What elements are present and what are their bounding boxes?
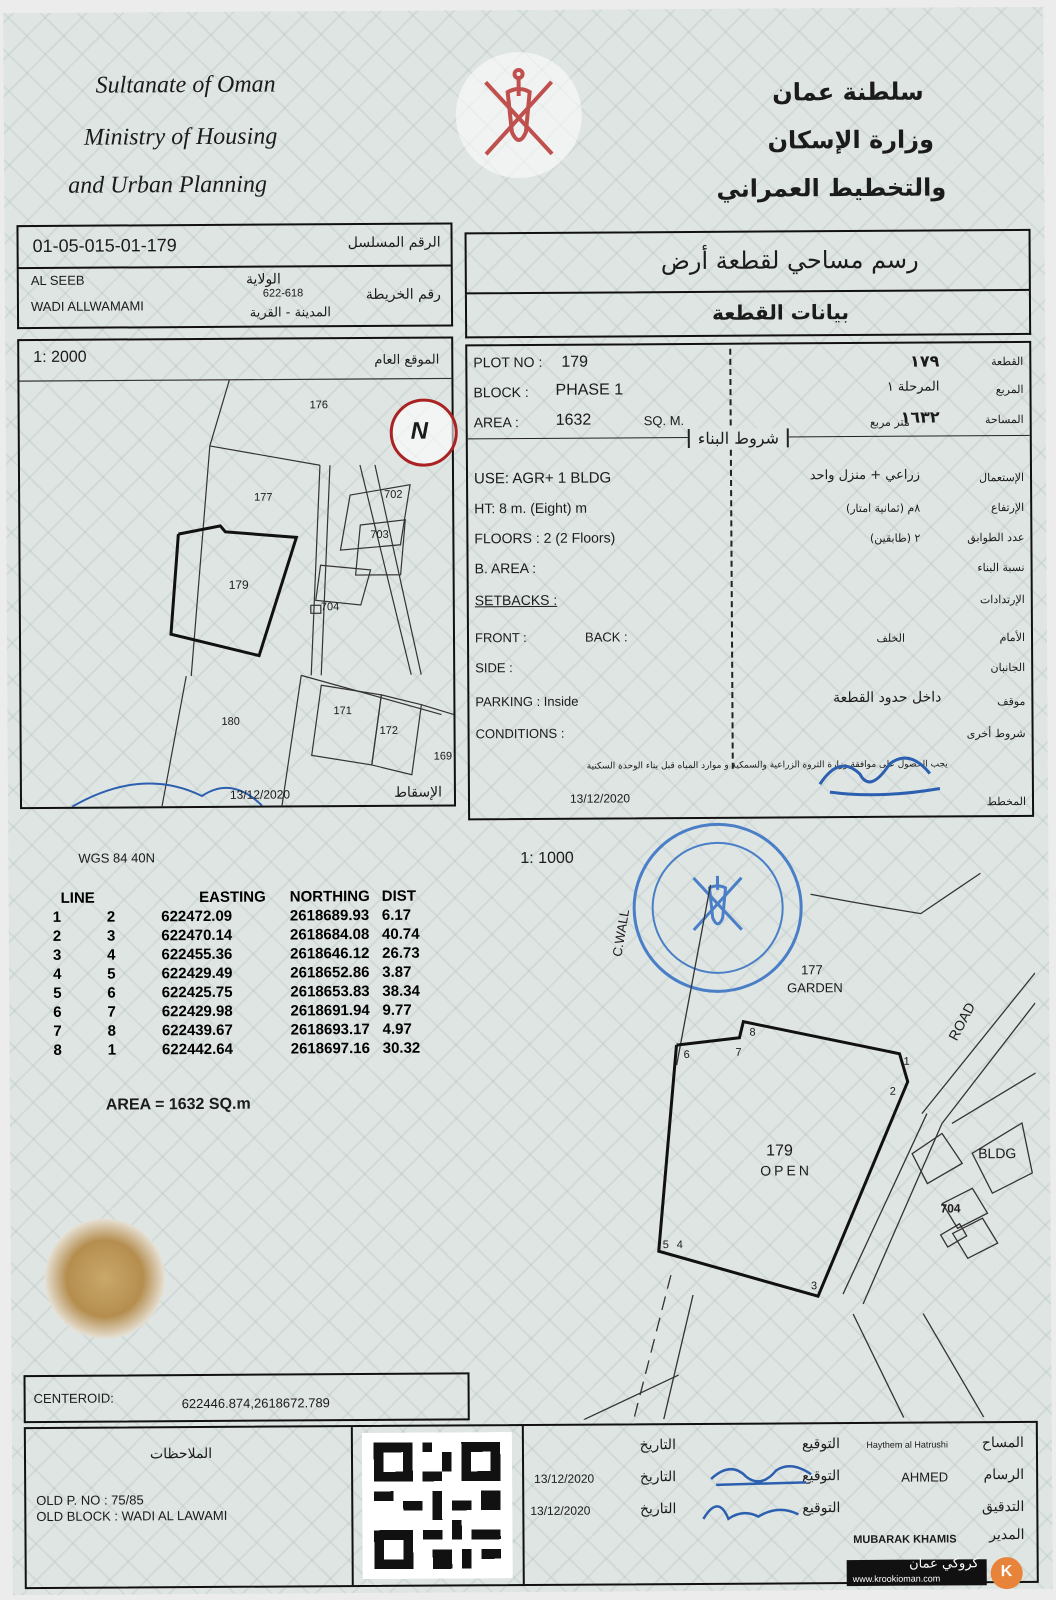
qr-code-icon[interactable]: [362, 1432, 513, 1579]
north-arrow-icon: N: [390, 398, 458, 466]
front-label: FRONT :: [474, 630, 527, 646]
area-value: 1632: [555, 411, 592, 429]
checker-date: 13/12/2020: [530, 1503, 591, 1518]
area-unit: SQ. M.: [643, 413, 685, 429]
draftsman-label: الرسام: [983, 1466, 1025, 1484]
area-label: AREA :: [473, 414, 519, 431]
vertex-8: 8: [749, 1026, 756, 1039]
side-ar-label: الجانبان: [990, 660, 1026, 675]
block-ar-value: المرحلة ١: [886, 379, 940, 395]
floors-ar-label: عدد الطوابق: [967, 530, 1025, 545]
detail-scale: 1: 1000: [520, 849, 574, 868]
oman-khanjar-emblem-icon: [455, 52, 582, 179]
table-row: 6 7 622429.98 2618691.94 9.77: [53, 1001, 412, 1021]
location-plot-172: 172: [379, 724, 398, 737]
divider: [729, 349, 734, 769]
location-scale: 1: 2000: [33, 348, 87, 367]
block-label: BLOCK :: [473, 383, 529, 401]
notes-title: الملاحظات: [149, 1445, 213, 1463]
document-title: رسم مساحي لقطعة أرض: [660, 245, 919, 276]
plot-data-header: [465, 291, 1031, 338]
location-plot-703: 703: [370, 528, 389, 541]
datum-label: WGS 84 40N: [78, 850, 155, 866]
use-ar-value: زراعي + منزل واحد: [809, 467, 921, 484]
centeroid-label: CENTEROID:: [33, 1390, 114, 1407]
vertex-4: 4: [676, 1239, 683, 1252]
header-en-line3: and Urban Planning: [68, 171, 267, 199]
planner-label: المخطط: [986, 794, 1027, 809]
table-row: 8 1 622442.64 2618697.16 30.32: [53, 1039, 421, 1059]
plot-details-panel: [465, 341, 1034, 820]
col-dist: DIST: [381, 887, 417, 905]
surveyor-name: Haythem al Hatrushi: [866, 1439, 948, 1450]
surveyor-sign-label: التوقيع: [801, 1436, 840, 1453]
height-ar-label: الإرتفاع: [990, 500, 1025, 515]
header-ar-line3: والتخطيط العمراني: [716, 173, 947, 203]
location-box: [17, 266, 453, 329]
map-number-label: رقم الخريطة: [365, 286, 441, 303]
open-label: OPEN: [760, 1162, 812, 1179]
footer-divider-1: [351, 1427, 354, 1585]
col-northing: NORTHING: [289, 887, 370, 906]
draftsman-sign-label: التوقيع: [802, 1468, 841, 1485]
conditions-title: شروط البناء: [688, 428, 789, 448]
vertex-6: 6: [683, 1049, 690, 1062]
checker-date-label: التاريخ: [639, 1501, 677, 1518]
map-number: 622-618: [262, 287, 304, 300]
draftsman-date-label: التاريخ: [639, 1469, 677, 1486]
vertex-1: 1: [903, 1055, 910, 1068]
setbacks-label: SETBACKS :: [474, 591, 558, 609]
village-label: المدينة - القرية: [249, 305, 332, 321]
setbacks-ar-label: الإرتدادات: [979, 592, 1025, 607]
building-area-ar-label: نسبة البناء: [977, 560, 1025, 575]
vertex-2: 2: [889, 1085, 896, 1098]
table-row: 2 3 622470.14 2618684.08 40.74: [52, 925, 420, 945]
watermark-url[interactable]: www.krookioman.com: [852, 1573, 941, 1585]
back-ar-label: الخلف: [876, 631, 906, 645]
use-value: USE: AGR+ 1 BLDG: [473, 469, 612, 488]
vertex-7: 7: [735, 1046, 742, 1059]
table-row: 1 2 622472.09 2618689.93 6.17: [52, 906, 412, 926]
location-plot-702: 702: [384, 488, 403, 501]
col-line: LINE: [60, 889, 95, 907]
location-scale-label: الموقع العام: [374, 352, 440, 368]
checker-sign-label: التوقيع: [802, 1500, 841, 1517]
parking-value: PARKING : Inside: [475, 693, 579, 710]
table-row: 4 5 622429.49 2618652.86 3.87: [52, 963, 412, 983]
table-row: 7 8 622439.67 2618693.17 4.97: [53, 1020, 412, 1040]
location-plot-176: 176: [309, 399, 328, 412]
road-label: ROAD: [945, 999, 979, 1043]
area-ar-value: ١٦٣٢: [900, 407, 940, 427]
footer-divider-2: [522, 1426, 525, 1584]
conditions-date: 13/12/2020: [569, 791, 631, 806]
height-ar-value: ٨م (ثمانية امتار): [845, 501, 921, 516]
watermark-logo-icon: K: [991, 1557, 1023, 1589]
wilayat-value: AL SEEB: [30, 272, 85, 289]
block-ar-label: المربع: [995, 382, 1024, 397]
director-name: MUBARAK KHAMIS: [853, 1533, 957, 1547]
plot-no-label: PLOT NO :: [473, 353, 543, 371]
surveyor-date-label: التاريخ: [639, 1437, 676, 1454]
back-label: BACK :: [584, 629, 628, 645]
wilayat-label: الولاية: [245, 271, 281, 288]
floors-value: FLOORS : 2 (2 Floors): [474, 529, 616, 547]
side-label: SIDE :: [475, 660, 513, 676]
vertex-3: 3: [810, 1280, 818, 1293]
header-ar-line1: سلطنة عمان: [772, 77, 924, 107]
centeroid-box: [23, 1372, 469, 1423]
height-value: HT: 8 m. (Eight) m: [474, 499, 588, 517]
checker-signature-icon: [698, 1488, 808, 1529]
garden-label: GARDEN: [787, 980, 843, 996]
draftsman-name: AHMED: [901, 1469, 949, 1485]
parking-ar-label: موقف: [997, 694, 1026, 709]
header-ar-line2: وزارة الإسكان: [767, 125, 935, 155]
bldg-number: 704: [940, 1201, 961, 1216]
use-ar-label: الإستعمال: [979, 470, 1025, 485]
watermark-ar: كروكي عمان: [909, 1556, 979, 1572]
plot-data-title: بيانات القطعة: [712, 300, 850, 325]
garden-plot-number: 177: [800, 962, 823, 978]
building-area-label: B. AREA :: [474, 559, 537, 577]
conditions-note: يجب الحصول على موافقة وزارة الثروة الزراعية والسمكية و موارد المياه قبل بناء الوحدة السكنية: [586, 759, 948, 772]
area-ar-unit: متر مربع: [869, 415, 910, 429]
plot-no-ar-value: ١٧٩: [909, 351, 940, 371]
village-value: WADI ALLWAMAMI: [30, 298, 144, 315]
header-en-line2: Ministry of Housing: [83, 123, 278, 151]
vertex-5: 5: [662, 1239, 669, 1252]
location-plot-704: 704: [320, 601, 340, 614]
detail-plot-number: 179: [766, 1142, 793, 1160]
survey-sheet: [3, 7, 1053, 1595]
bldg-label: BLDG: [978, 1145, 1017, 1162]
total-area: AREA = 1632 SQ.m: [105, 1095, 251, 1114]
col-easting: EASTING: [199, 888, 266, 907]
title-box: [465, 229, 1031, 294]
header-en-line1: Sultanate of Oman: [95, 71, 276, 99]
floors-ar-value: ٢ (طابقين): [869, 531, 921, 545]
location-plot-171: 171: [333, 705, 352, 718]
old-plot-number: OLD P. NO : 75/85: [36, 1492, 144, 1509]
draftsman-date: 13/12/2020: [534, 1471, 595, 1486]
plot-no-ar-label: القطعة: [991, 354, 1024, 369]
projection-label: الإسقاط: [393, 784, 442, 801]
parking-ar-value: داخل حدود القطعة: [833, 689, 942, 707]
planner-signature-icon: [810, 743, 950, 804]
serial-label: الرقم المسلسل: [347, 234, 441, 252]
table-row: 5 6 622425.75 2618653.83 38.34: [53, 982, 420, 1002]
old-block: OLD BLOCK : WADI AL LAWAMI: [36, 1507, 228, 1525]
conditions-label: CONDITIONS :: [475, 725, 565, 742]
location-plot-180: 180: [221, 715, 240, 728]
plot-no-value: 179: [561, 353, 589, 371]
table-row: 3 4 622455.36 2618646.12 26.73: [52, 944, 420, 964]
centeroid-value: 622446.874,2618672.789: [181, 1395, 330, 1412]
front-ar-label: الأمام: [999, 630, 1026, 645]
location-plot-169: 169: [433, 750, 453, 763]
location-plot-177: 177: [254, 491, 273, 504]
surveyor-label: المساح: [981, 1434, 1024, 1452]
area-ar-label: المساحة: [984, 412, 1024, 427]
serial-number: 01-05-015-01-179: [32, 235, 177, 257]
director-label: المدير: [989, 1526, 1025, 1544]
location-plot-179: 179: [228, 577, 249, 592]
block-value: PHASE 1: [555, 381, 624, 399]
watermark-bar: [847, 1556, 987, 1586]
serial-box: [16, 222, 452, 269]
seal-icon: [45, 1218, 166, 1339]
location-map-date: 13/12/2020: [229, 787, 291, 802]
wall-label: C.WALL: [609, 908, 633, 958]
location-map-panel: [17, 336, 456, 809]
detail-map: [20, 833, 1038, 1423]
conditions-ar-label: شروط أخرى: [966, 726, 1026, 741]
checker-label: التدقيق: [981, 1498, 1025, 1516]
detail-map-area: [20, 833, 1038, 1423]
